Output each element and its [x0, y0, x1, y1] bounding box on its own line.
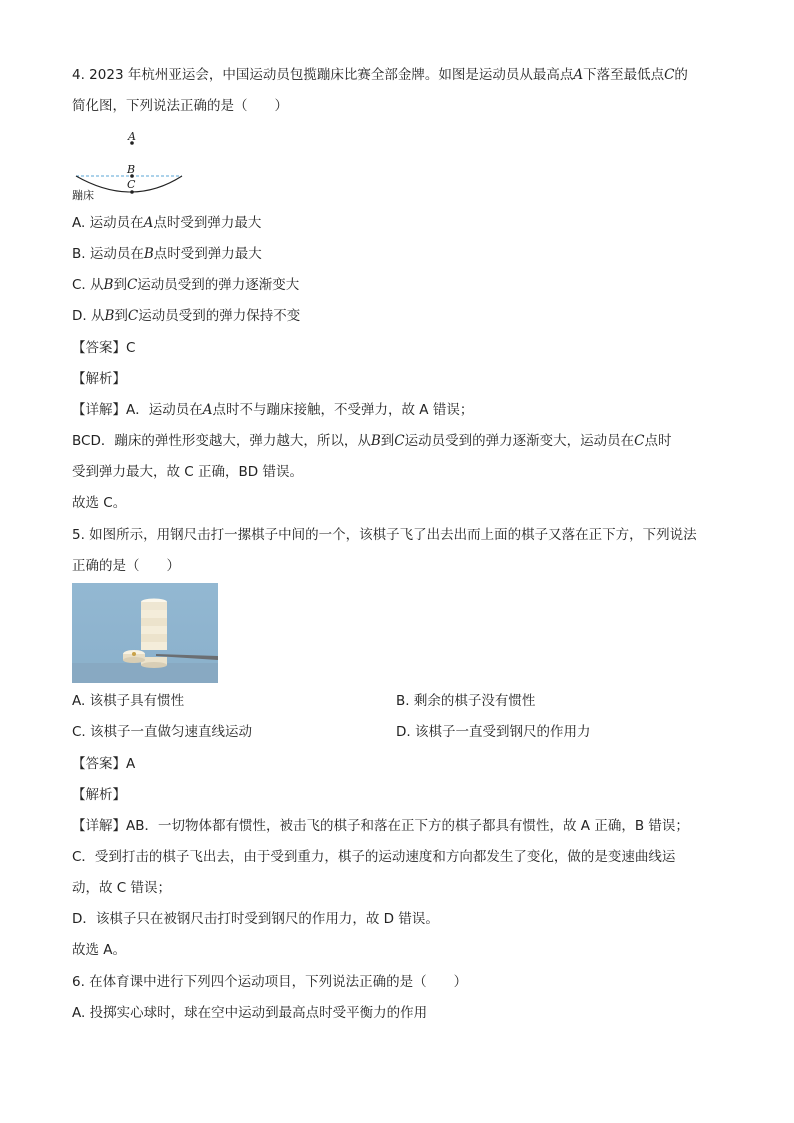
q4-stem-line1: 4. 2023 年杭州亚运会，中国运动员包揽蹦床比赛全部金牌。如图是运动员从最高点A下落至最低点C的 — [72, 67, 688, 83]
q5-detail-line4: D．该棋子只在被钢尺击打时受到钢尺的作用力，故 D 错误。 — [72, 911, 439, 927]
q4-option-c: C. 从B到C运动员受到的弹力逐渐变大 — [72, 277, 300, 293]
q4-answer: 【答案】C — [72, 340, 136, 356]
q4-stem-line2: 简化图，下列说法正确的是（ ） — [72, 98, 288, 114]
q6-stem: 6. 在体育课中进行下列四个运动项目，下列说法正确的是（ ） — [72, 974, 468, 990]
q5-option-c: C. 该棋子一直做匀速直线运动 — [72, 724, 253, 740]
q4-detail-line1: 【详解】A．运动员在A点时不与蹦床接触，不受弹力，故 A 错误； — [72, 402, 474, 418]
q5-conclusion: 故选 A。 — [72, 942, 127, 958]
q4-option-b: B. 运动员在B点时受到弹力最大 — [72, 246, 262, 262]
label-trampoline: 蹦床 — [72, 189, 94, 202]
q5-detail-line1: 【详解】AB．一切物体都有惯性，被击飞的棋子和落在正下方的棋子都具有惯性，故 A 正确，B 错误； — [72, 818, 689, 834]
q5-option-a: A. 该棋子具有惯性 — [72, 693, 185, 709]
q4-conclusion: 故选 C。 — [72, 495, 127, 511]
ejected-piece — [123, 650, 145, 663]
q5-detail-line2: C．受到打击的棋子飞出去，由于受到重力，棋子的运动速度和方向都发生了变化，做的是变速曲线运 — [72, 849, 676, 865]
q5-analysis-heading: 【解析】 — [72, 787, 126, 803]
trampoline-diagram — [72, 126, 187, 202]
q5-option-b: B. 剩余的棋子没有惯性 — [396, 693, 536, 709]
q4-option-a: A. 运动员在A点时受到弹力最大 — [72, 215, 262, 231]
q5-stem-line1: 5. 如图所示，用钢尺击打一摞棋子中间的一个，该棋子飞了出去出而上面的棋子又落在正下方，下列说法 — [72, 527, 697, 543]
q5-option-d: D. 该棋子一直受到钢尺的作用力 — [396, 724, 591, 740]
q4-option-d: D. 从B到C运动员受到的弹力保持不变 — [72, 308, 301, 324]
label-point-c: C — [127, 178, 136, 191]
chess-pieces-photo — [72, 583, 218, 683]
label-point-a: A — [128, 130, 136, 143]
q5-detail-line3: 动，故 C 错误； — [72, 880, 172, 896]
q4-analysis-heading: 【解析】 — [72, 371, 126, 387]
q4-detail-line2: BCD．蹦床的弹性形变越大，弹力越大，所以，从B到C运动员受到的弹力逐渐变大，运动员在C点时 — [72, 433, 672, 449]
label-point-b: B — [127, 163, 136, 176]
q4-detail-line3: 受到弹力最大，故 C 正确，BD 错误。 — [72, 464, 303, 480]
q6-option-a: A. 投掷实心球时，球在空中运动到最高点时受平衡力的作用 — [72, 1005, 428, 1021]
q5-stem-line2: 正确的是（ ） — [72, 558, 180, 574]
q5-answer: 【答案】A — [72, 756, 136, 772]
